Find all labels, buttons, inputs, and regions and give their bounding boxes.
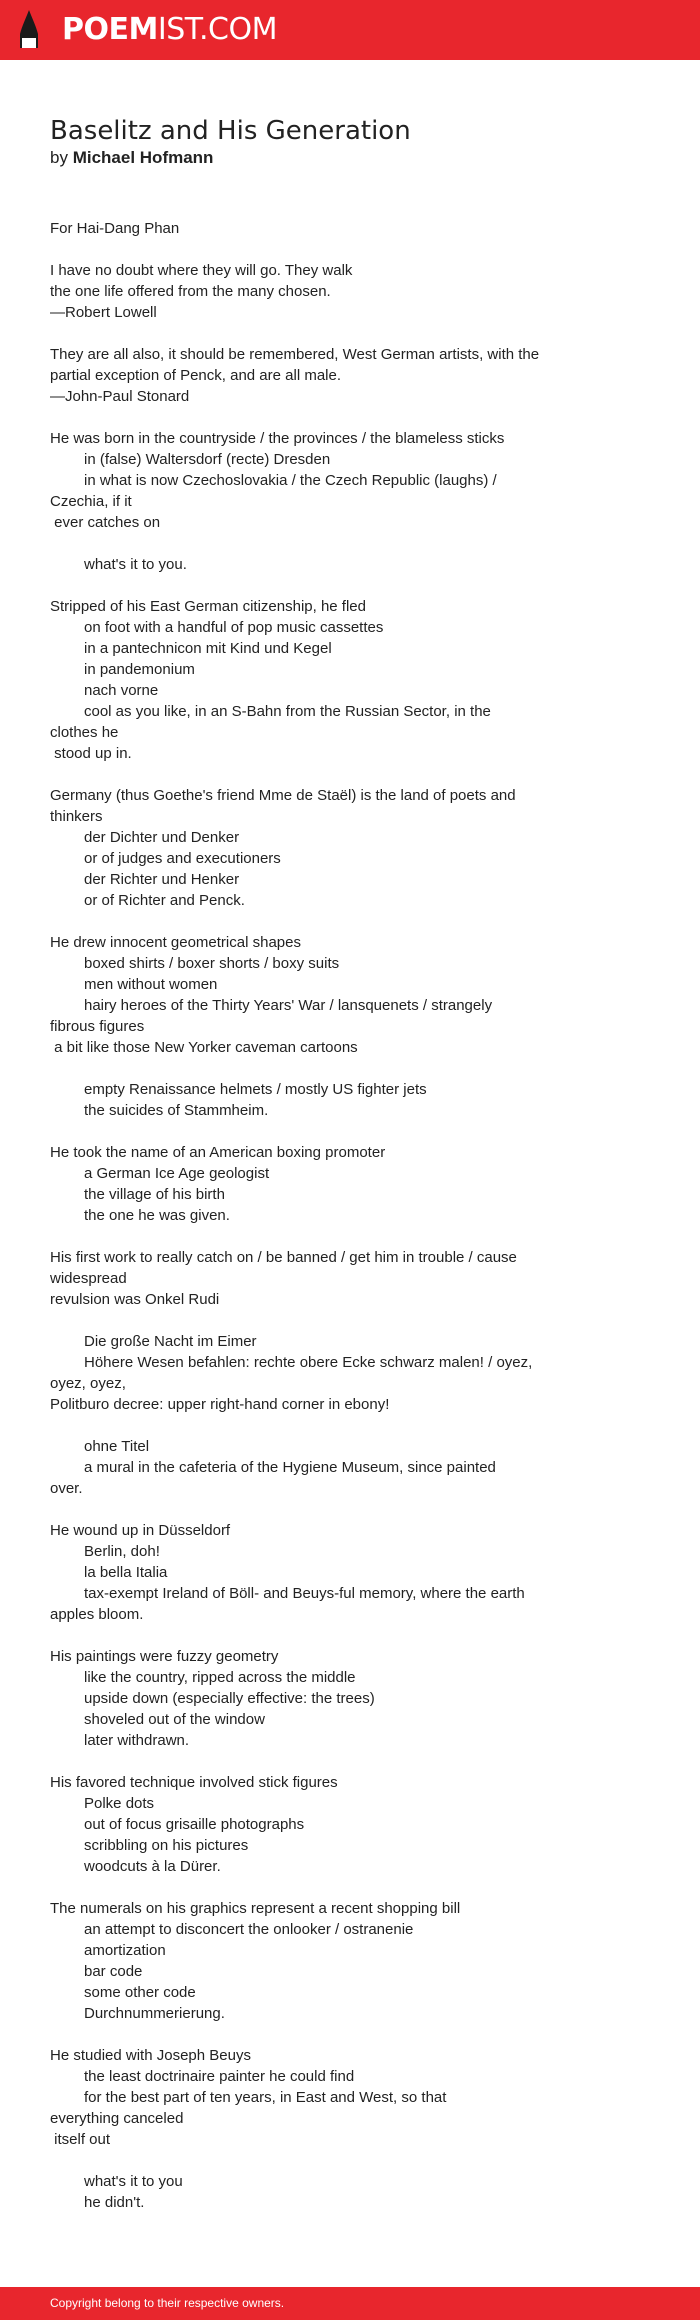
site-logo-text xyxy=(62,14,277,46)
poem-line: I have no doubt where they will go. They walk xyxy=(50,262,353,279)
poem-line: Czechia, if it xyxy=(50,493,132,510)
poem-line: the suicides of Stammheim. xyxy=(84,1102,269,1119)
poem-line: Germany (thus Goethe's friend Mme de Staël) is the land of poets and xyxy=(50,787,516,804)
poem-line: for the best part of ten years, in East and West, so that xyxy=(84,2089,447,2106)
poem-line: widespread xyxy=(50,1270,127,1287)
stanza-break xyxy=(50,323,570,344)
poem-line: stood up in. xyxy=(50,745,132,762)
poem-line: la bella Italia xyxy=(84,1564,168,1581)
poem-line: His favored technique involved stick figures xyxy=(50,1774,338,1791)
copyright-notice: Copyright belong to their respective owners. xyxy=(50,2296,285,2310)
poem-line: His paintings were fuzzy geometry xyxy=(50,1648,279,1665)
poem-line: der Richter und Henker xyxy=(84,871,240,888)
poem-line: tax-exempt Ireland of Böll- and Beuys-ful memory, where the earth xyxy=(84,1585,525,1602)
poem-line: a mural in the cafeteria of the Hygiene Museum, since painted xyxy=(84,1459,496,1476)
poem-line: They are all also, it should be remembered, West German artists, with the xyxy=(50,346,540,363)
poem-line: or of judges and executioners xyxy=(84,850,281,867)
poem-line: everything canceled xyxy=(50,2110,184,2127)
stanza-break xyxy=(50,1226,570,1247)
poem-line: revulsion was Onkel Rudi xyxy=(50,1291,220,1308)
poem-line: an attempt to disconcert the onlooker / ostranenie xyxy=(84,1921,414,1938)
stanza-break xyxy=(50,239,570,260)
poem-line: Höhere Wesen befahlen: rechte obere Ecke schwarz malen! / oyez, xyxy=(84,1354,533,1371)
poem-line: in what is now Czechoslovakia / the Czech Republic (laughs) / xyxy=(84,472,497,489)
poem-line: some other code xyxy=(84,1984,196,2001)
poem-line: thinkers xyxy=(50,808,103,825)
poem-line: nach vorne xyxy=(84,682,159,699)
poem-line: scribbling on his pictures xyxy=(84,1837,249,1854)
poem-line: clothes he xyxy=(50,724,119,741)
stanza-break xyxy=(50,1751,570,1772)
poem-line: on foot with a handful of pop music cassettes xyxy=(84,619,384,636)
poem-line: ever catches on xyxy=(50,514,161,531)
poem-line: itself out xyxy=(50,2131,111,2148)
poem-line: woodcuts à la Dürer. xyxy=(84,1858,221,1875)
poem-body xyxy=(50,218,570,2213)
poem-line: Polke dots xyxy=(84,1795,155,1812)
poem-line: Stripped of his East German citizenship, he fled xyxy=(50,598,366,615)
stanza-break xyxy=(50,407,570,428)
byline xyxy=(50,146,213,170)
stanza-break xyxy=(50,1499,570,1520)
poem-line: upside down (especially effective: the trees) xyxy=(84,1690,375,1707)
poem-line: der Dichter und Denker xyxy=(84,829,240,846)
author-name: Michael Hofmann xyxy=(72,148,214,167)
poem-line: He studied with Joseph Beuys xyxy=(50,2047,251,2064)
stanza-break xyxy=(50,2150,570,2171)
poem-line: For Hai-Dang Phan xyxy=(50,220,180,237)
poem-line: bar code xyxy=(84,1963,143,1980)
poem-line: a German Ice Age geologist xyxy=(84,1165,270,1182)
stanza-break xyxy=(50,575,570,596)
poem-line: what's it to you. xyxy=(84,556,187,573)
stanza-break xyxy=(50,533,570,554)
poem-line: boxed shirts / boxer shorts / boxy suits xyxy=(84,955,340,972)
poem-line: over. xyxy=(50,1480,83,1497)
poem-line: the village of his birth xyxy=(84,1186,225,1203)
pen-nib-icon xyxy=(16,8,42,55)
poem-line: he didn't. xyxy=(84,2194,145,2211)
poem-line: the one life offered from the many chosen. xyxy=(50,283,331,300)
poem-line: oyez, oyez, xyxy=(50,1375,126,1392)
poem-line: partial exception of Penck, and are all male. xyxy=(50,367,341,384)
poem-line: He was born in the countryside / the provinces / the blameless sticks xyxy=(50,430,505,447)
stanza-break xyxy=(50,1415,570,1436)
poem-line: empty Renaissance helmets / mostly US fighter jets xyxy=(84,1081,427,1098)
stanza-break xyxy=(50,764,570,785)
poem-line: He wound up in Düsseldorf xyxy=(50,1522,231,1539)
stanza-break xyxy=(50,1121,570,1142)
poem-line: hairy heroes of the Thirty Years' War / lansquenets / strangely xyxy=(84,997,493,1014)
logo-bold: POEM xyxy=(62,12,158,47)
stanza-break xyxy=(50,911,570,932)
stanza-break xyxy=(50,1625,570,1646)
poem-line: like the country, ripped across the middle xyxy=(84,1669,356,1686)
poem-line: or of Richter and Penck. xyxy=(84,892,245,909)
poem-line: the one he was given. xyxy=(84,1207,230,1224)
poem-line: Berlin, doh! xyxy=(84,1543,160,1560)
poem-line: —John-Paul Stonard xyxy=(50,388,190,405)
poem-line: The numerals on his graphics represent a recent shopping bill xyxy=(50,1900,461,1917)
poem-line: out of focus grisaille photographs xyxy=(84,1816,305,1833)
poem-line: shoveled out of the window xyxy=(84,1711,265,1728)
stanza-break xyxy=(50,2024,570,2045)
poem-line: in a pantechnicon mit Kind und Kegel xyxy=(84,640,332,657)
stanza-break xyxy=(50,1310,570,1331)
stanza-break xyxy=(50,1877,570,1898)
poem-line: amortization xyxy=(84,1942,166,1959)
poem-line: in (false) Waltersdorf (recte) Dresden xyxy=(84,451,331,468)
poem-line: a bit like those New Yorker caveman cartoons xyxy=(50,1039,358,1056)
logo-light: IST.COM xyxy=(157,12,277,47)
site-header xyxy=(0,0,700,60)
byline-prefix: by xyxy=(50,148,68,167)
poem-line: apples bloom. xyxy=(50,1606,144,1623)
poem-line: what's it to you xyxy=(84,2173,183,2190)
poem-line: Die große Nacht im Eimer xyxy=(84,1333,257,1350)
poem-line: He took the name of an American boxing promoter xyxy=(50,1144,386,1161)
poem-line: ohne Titel xyxy=(84,1438,150,1455)
poem-line: later withdrawn. xyxy=(84,1732,190,1749)
poem-line: in pandemonium xyxy=(84,661,195,678)
poem-line: His first work to really catch on / be banned / get him in trouble / cause xyxy=(50,1249,517,1266)
poem-line: men without women xyxy=(84,976,218,993)
poem-line: He drew innocent geometrical shapes xyxy=(50,934,301,951)
stanza-break xyxy=(50,1058,570,1079)
poem-title: Baselitz and His Generation xyxy=(50,116,411,146)
poem-line: —Robert Lowell xyxy=(50,304,157,321)
poem-line: fibrous figures xyxy=(50,1018,145,1035)
poem-line: Politburo decree: upper right-hand corner in ebony! xyxy=(50,1396,390,1413)
poem-line: Durchnummerierung. xyxy=(84,2005,225,2022)
poem-line: cool as you like, in an S-Bahn from the Russian Sector, in the xyxy=(84,703,491,720)
site-footer xyxy=(0,2287,700,2320)
poem-line: the least doctrinaire painter he could find xyxy=(84,2068,355,2085)
